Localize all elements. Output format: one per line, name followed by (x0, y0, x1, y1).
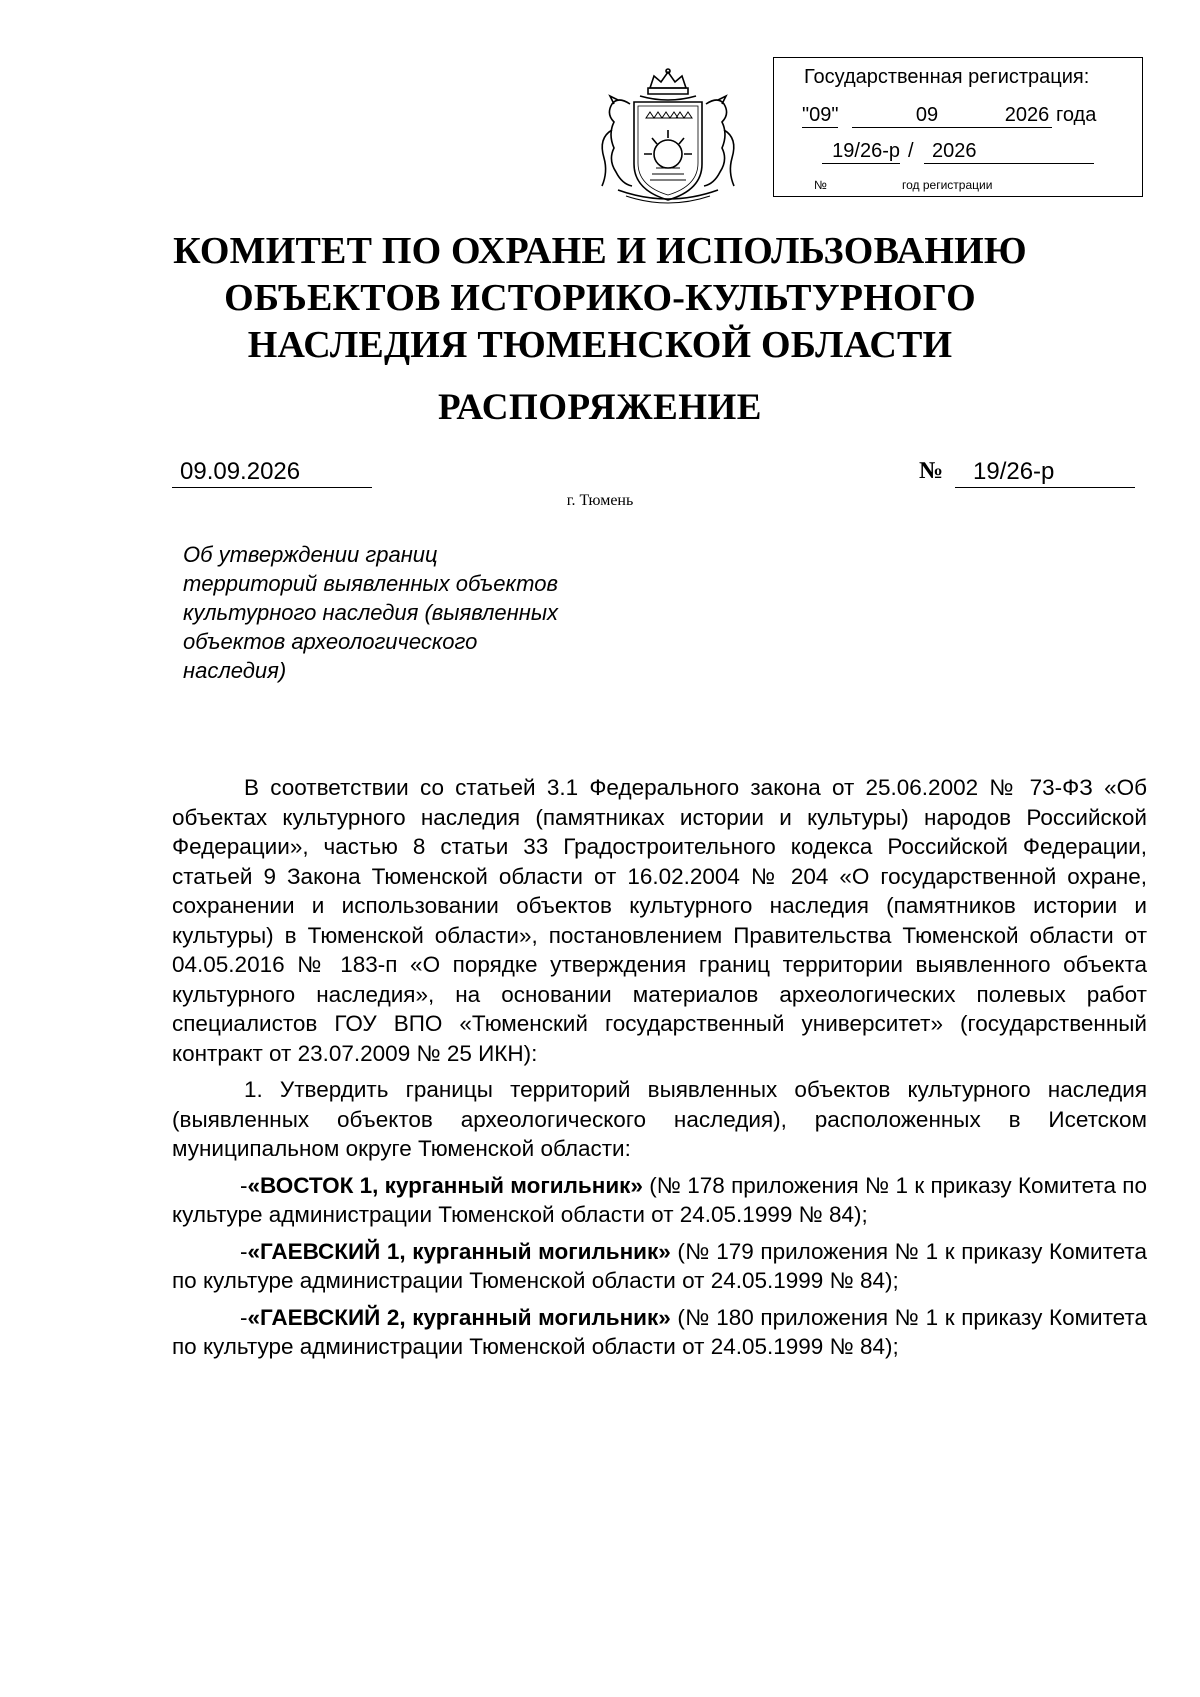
item-text: (№ 180 приложения № 1 к приказу Комитета по культуре администрации Тюменской области от 24.05.1999 № 84); (172, 1304, 1147, 1359)
organization-name (100, 228, 1100, 369)
registration-year-suffix: года (1056, 104, 1097, 126)
document-type: РАСПОРЯЖЕНИЕ (437, 387, 762, 428)
list-item (172, 1303, 1147, 1362)
coat-of-arms-icon (578, 68, 758, 208)
registration-reg-year: 2026 (924, 140, 1094, 164)
registration-separator: / (908, 140, 914, 162)
registration-month: 09 (852, 104, 1002, 128)
registration-number: 19/26-р (822, 140, 900, 164)
item-name: «ГАЕВСКИЙ 1, курганный могильник» (247, 1238, 671, 1264)
registration-year: 2026 (1002, 104, 1052, 128)
item-dash: - (240, 1172, 248, 1198)
number-sign: № (919, 458, 944, 484)
city: г. Тюмень (566, 492, 634, 509)
subject-line-4: объектов археологического (183, 629, 478, 654)
registration-day: "09" (802, 104, 839, 126)
item-dash: - (240, 1304, 248, 1330)
subject-line-1: Об утверждении границ (183, 542, 438, 567)
caption-year: год регистрации (902, 178, 993, 192)
preamble-paragraph: В соответствии со статьей 3.1 Федерального закона от 25.06.2002 № 73-ФЗ «Об объектах культурного наследия (памятниках истории и культуры) народов Российской Федерации», частью 8 статьи 33 Градостроительного кодекса Российской Федерации, статьей 9 Закона Тюменской области от 16.02.2004 № 204 «О государственной охране, сохранении и использовании объектов культурного наследия (памятников истории и культуры) в Тюменской области», постановлением Правительства Тюменской области от 04.05.2016 № 183-п «О порядке утверждения границ территории выявленного объекта культурного наследия», на основании материалов археологических полевых работ специалистов ГОУ ВПО «Тюменский государственный университет» (государственный контракт от 23.07.2009 № 25 ИКН): (172, 775, 1147, 1066)
subject-line-5: наследия) (183, 658, 287, 683)
organization-line-1: КОМИТЕТ ПО ОХРАНЕ И ИСПОЛЬЗОВАНИЮ (173, 230, 1027, 272)
list-item (172, 1171, 1147, 1230)
item-text: (№ 179 приложения № 1 к приказу Комитета по культуре администрации Тюменской области от 24.05.1999 № 84); (172, 1238, 1147, 1293)
subject-line-3: культурного наследия (выявленных (183, 600, 559, 625)
document-subject (183, 540, 653, 685)
item-text: (№ 178 приложения № 1 к приказу Комитета по культуре администрации Тюменской области от 24.05.1999 № 84); (172, 1172, 1147, 1227)
document-body (172, 773, 1147, 1369)
item-name: «ВОСТОК 1, курганный могильник» (247, 1172, 643, 1198)
registration-date (802, 104, 1132, 130)
registration-stamp (773, 57, 1143, 197)
registration-number-line (822, 140, 1122, 166)
organization-line-3: НАСЛЕДИЯ ТЮМЕНСКОЙ ОБЛАСТИ (247, 324, 953, 366)
subject-line-2: территорий выявленных объектов (183, 571, 558, 596)
document-number: 19/26-р (955, 458, 1135, 488)
point-1-paragraph: 1. Утвердить границы территорий выявленных объектов культурного наследия (выявленных объектов археологического наследия), расположенных в Исетском муниципальном округе Тюменской области: (172, 1077, 1147, 1161)
organization-line-2: ОБЪЕКТОВ ИСТОРИКО-КУЛЬТУРНОГО (224, 277, 976, 319)
registration-title: Государственная регистрация: (804, 66, 1090, 88)
document-date: 09.09.2026 (172, 458, 372, 488)
caption-number: № (814, 178, 827, 192)
item-dash: - (240, 1238, 248, 1264)
item-name: «ГАЕВСКИЙ 2, курганный могильник» (247, 1304, 671, 1330)
list-item (172, 1237, 1147, 1296)
